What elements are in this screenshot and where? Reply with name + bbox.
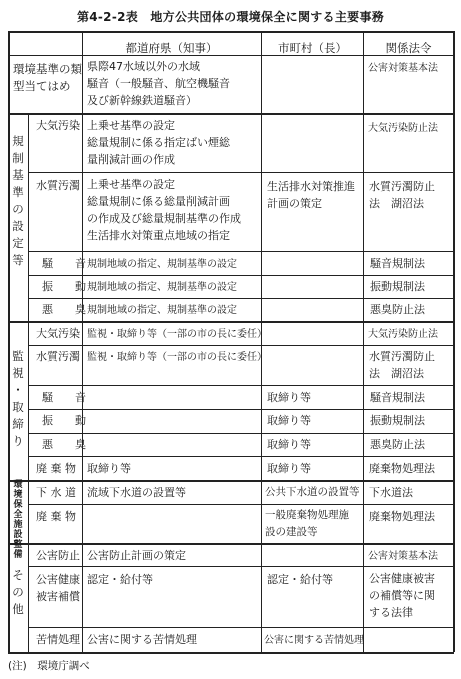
law-cell: 大気汚染防止法 xyxy=(368,123,438,134)
prefecture-cell: 規制地域の指定、規制基準の設定 xyxy=(87,282,237,293)
prefecture-cell: 取締り等 xyxy=(87,462,131,475)
law-cell: 騒音規制法 xyxy=(370,257,425,270)
item-cell: 下 水 道 xyxy=(36,486,76,499)
row-divider xyxy=(8,480,454,482)
municipality-cell: 認定・給付等 xyxy=(267,573,333,586)
item-cell: 悪 臭 xyxy=(42,438,86,451)
header-law: 関係法令 xyxy=(385,41,432,55)
law-cell: 公害対策基本法 xyxy=(368,63,438,74)
item-column-divider xyxy=(82,31,83,652)
item-cell: 廃 棄 物 xyxy=(36,510,76,523)
prefecture-cell: 監視・取締り等（一部の市の長に委任） xyxy=(87,352,267,363)
municipality-cell: 取締り等 xyxy=(267,391,311,404)
item-cell: 大気汚染 xyxy=(36,327,80,340)
prefecture-cell: 公害防止計画の策定 xyxy=(87,549,186,562)
header-municipality: 市町村（長） xyxy=(278,41,347,55)
group-label-sonota: そ の 他 xyxy=(12,568,24,616)
law-cell: 振動規制法 xyxy=(370,414,425,427)
row-divider xyxy=(28,566,454,567)
row-divider xyxy=(28,345,454,346)
table-left-border xyxy=(8,31,10,652)
prefecture-cell: 流域下水道の設置等 xyxy=(87,486,186,499)
group-column-divider xyxy=(28,113,29,652)
item-cell: 水質汚濁 xyxy=(36,179,80,192)
row-divider xyxy=(28,627,454,628)
row-divider xyxy=(28,456,454,457)
row-divider xyxy=(28,275,454,276)
prefecture-cell: 規制地域の指定、規制基準の設定 xyxy=(87,259,237,270)
row-divider xyxy=(28,385,454,386)
item-cell: 振 動 xyxy=(42,414,86,427)
group-label-kisei: 規 制 基 準 の 設 定 等 xyxy=(12,134,24,267)
row-divider xyxy=(28,251,454,252)
item-cell: 環境基準の類 型当てはめ xyxy=(13,62,82,93)
item-cell: 騒 音 xyxy=(42,257,86,270)
row-divider xyxy=(28,409,454,410)
municipality-cell: 生活排水対策推進 計画の策定 xyxy=(267,180,355,210)
municipality-cell: 公害に関する苦情処理 xyxy=(264,635,364,646)
table-right-border xyxy=(453,31,455,652)
law-cell: 悪臭防止法 xyxy=(370,303,425,316)
prefecture-cell: 規制地域の指定、規制基準の設定 xyxy=(87,305,237,316)
row-divider xyxy=(8,321,454,323)
prefecture-cell: 公害に関する苦情処理 xyxy=(87,633,197,646)
item-cell: 悪 臭 xyxy=(42,303,86,316)
prefecture-cell: 上乗せ基準の設定 総量規制に係る総量削減計画 の作成及び総量規制基準の作成 生活排水対策重点地域の指定 xyxy=(87,178,241,242)
prefecture-cell: 県際47水域以外の水域 騒音（一般騒音、航空機騒音 及び新幹線鉄道騒音） xyxy=(87,60,230,107)
law-cell: 悪臭防止法 xyxy=(370,438,425,451)
item-cell: 公害健康 被害補償 xyxy=(36,573,80,603)
row-divider xyxy=(28,433,454,434)
law-cell: 騒音規制法 xyxy=(370,391,425,404)
row-divider xyxy=(28,172,454,173)
item-cell: 公害防止 xyxy=(36,549,80,562)
table-top-border xyxy=(8,31,454,33)
prefecture-cell: 認定・給付等 xyxy=(87,573,153,586)
header-prefecture: 都道府県（知事） xyxy=(125,41,218,55)
prefecture-cell: 監視・取締り等（一部の市の長に委任） xyxy=(87,329,267,340)
group-label-kanshi: 監 視 ・ 取 締 り xyxy=(12,349,24,448)
row-divider xyxy=(8,113,454,115)
law-cell: 公害健康被害 の補償等に関 する法律 xyxy=(369,572,435,619)
footnote: (注) 環境庁調べ xyxy=(8,660,90,672)
law-cell: 水質汚濁防止 法 湖沼法 xyxy=(369,180,435,210)
municipality-cell: 取締り等 xyxy=(267,438,311,451)
law-cell: 水質汚濁防止 法 湖沼法 xyxy=(369,350,435,380)
municipality-cell: 取締り等 xyxy=(267,414,311,427)
law-cell: 廃棄物処理法 xyxy=(369,510,435,523)
municipality-cell: 一般廃棄物処理施 設の建設等 xyxy=(265,509,349,538)
item-cell: 振 動 xyxy=(42,280,86,293)
table-title: 第4-2-2表 地方公共団体の環境保全に関する主要事務 xyxy=(76,10,385,24)
municipality-column-divider xyxy=(363,31,364,652)
row-divider xyxy=(28,298,454,299)
row-divider xyxy=(28,504,454,505)
law-cell: 大気汚染防止法 xyxy=(368,329,438,340)
municipality-cell: 取締り等 xyxy=(267,462,311,475)
law-cell: 廃棄物処理法 xyxy=(369,462,435,475)
item-cell: 苦情処理 xyxy=(36,633,80,646)
item-cell: 水質汚濁 xyxy=(36,350,80,363)
law-cell: 振動規制法 xyxy=(370,280,425,293)
table-bottom-border xyxy=(8,652,454,654)
item-cell: 大気汚染 xyxy=(36,119,80,132)
prefecture-cell: 上乗せ基準の設定 総量規制に係る指定ばい煙総 量削減計画の作成 xyxy=(87,119,230,166)
municipality-cell: 公共下水道の設置等 xyxy=(265,486,360,498)
group-label-seibi: 環 境 保 全 施 設 整 備 xyxy=(13,480,23,560)
row-divider xyxy=(8,543,454,545)
item-cell: 廃 棄 物 xyxy=(36,462,76,475)
law-cell: 下水道法 xyxy=(369,486,413,499)
law-cell: 公害対策基本法 xyxy=(368,551,438,562)
item-cell: 騒 音 xyxy=(42,391,86,404)
